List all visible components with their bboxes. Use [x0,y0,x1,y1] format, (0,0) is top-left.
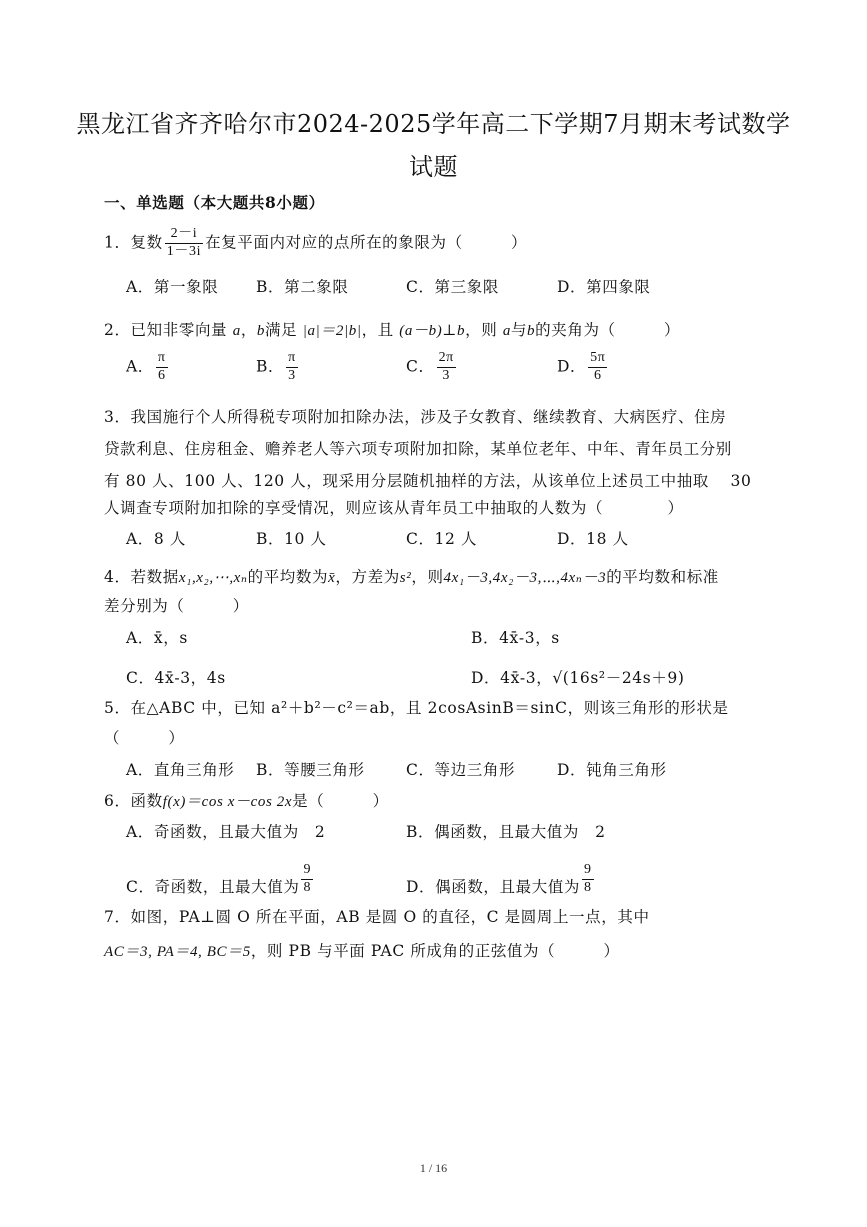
page-number: 1 / 16 [419,1161,448,1175]
q6-option-d: D．偶函数，且最大值为 $\frac{9}{8}$ [406,862,592,896]
question-3-line-1: 3．我国施行个人所得税专项附加扣除办法，涉及子女教育、继续教育、大病医疗、住房 [104,408,727,426]
q4-expression: 4x₁－3,4x₂－3,⋯,4xₙ－3 [443,570,607,586]
q2-condition-1: |a|＝2|b| [302,323,362,339]
q1-option-a: A．第一象限 [126,278,219,296]
q6-option-c: C．奇函数，且最大值为 $\frac{9}{8}$ [126,862,312,896]
question-6: 6．函数f(x)＝cos x－cos 2x是（ ） [104,792,389,810]
question-3-line-3: 有 80 人、100 人、120 人，现采用分层随机抽样的方法，从该单位上述员工中抽取 30 [104,472,752,490]
q3-option-d: D．18 人 [557,530,629,548]
q2-option-a: A． $\frac{\pi}{6}$ [126,350,166,383]
q2-option-d: D． $\frac{5\pi}{6}$ [557,350,606,383]
question-7-line-2: AC＝3, PA＝4, BC＝5，则 PB 与平面 PAC 所成角的正弦值为（ ） [104,942,620,960]
q7-condition: AC＝3, PA＝4, BC＝5 [104,944,251,960]
q5-option-d: D．钝角三角形 [557,761,667,779]
q1-prefix: 1．复数 [104,233,163,252]
vector-b: b [256,323,266,339]
q4-mean: x̄ [328,570,336,586]
question-5-line-1: 5．在△ABC 中，已知 a²＋b²－c²＝ab，且 2cosAsinB＝sinC，则该三角形的形状是 [104,699,729,717]
question-4: 4．若数据x₁,x₂,⋯,xₙ的平均数为x̄，方差为s²，则4x₁－3,4x₂－3,⋯,4xₙ－3的平均数和标准 [104,568,719,586]
q1-suffix: 在复平面内对应的点所在的象限为（ ） [205,233,528,252]
q1-option-d: D．第四象限 [557,278,651,296]
question-7-line-1: 7．如图，PA⊥圆 O 所在平面，AB 是圆 O 的直径，C 是圆周上一点，其中 [104,908,650,926]
q5-option-a: A．直角三角形 [126,761,235,779]
q4-option-d: D．4x̄-3，√(16s²－24s＋9) [471,669,685,687]
q2-condition-2: (a－b)⊥b [399,323,466,339]
q6-function: f(x)＝cos x－cos 2x [162,794,293,810]
q5-option-c: C．等边三角形 [406,761,516,779]
doc-title-line2: 试题 [409,153,458,181]
q1-fraction: $\frac{2-i}{1-3i}$ [166,226,202,259]
q2-option-b: B． $\frac{\pi}{3}$ [256,350,296,383]
q4-option-b: B．4x̄-3，s [471,629,560,647]
question-5-line-2: （ ） [104,729,185,747]
q3-option-c: C．12 人 [406,530,478,548]
q3-option-b: B．10 人 [256,530,327,548]
q5-option-b: B．等腰三角形 [256,761,365,779]
q2-option-c: C． $\frac{2\pi}{3}$ [406,350,454,383]
q4-option-c: C．4x̄-3，4s [126,669,226,687]
q6-option-b: B．偶函数，且最大值为 2 [406,823,606,841]
question-4-line-2: 差分别为（ ） [104,597,249,615]
q4-option-a: A．x̄，s [126,629,188,647]
question-1 [104,226,527,261]
q6-option-a: A．奇函数，且最大值为 2 [126,823,326,841]
q1-option-c: C．第三象限 [406,278,499,296]
vector-a: a [232,323,241,339]
question-3-line-2: 贷款利息、住房租金、赡养老人等六项专项附加扣除，某单位老年、中年、青年员工分别 [104,440,732,458]
section-heading: 一、单选题（本大题共8小题） [104,193,325,212]
q3-option-a: A．8 人 [126,530,186,548]
q4-data: x₁,x₂,⋯,xₙ [178,570,248,586]
q4-variance: s² [399,570,412,586]
q1-option-b: B．第二象限 [256,278,349,296]
doc-title-line1: 黑龙江省齐齐哈尔市2024-2025学年高二下学期7月期末考试数学 [76,110,791,138]
question-3-line-4: 人调查专项附加扣除的享受情况，则应该从青年员工中抽取的人数为（ ） [104,499,684,517]
question-2: 2．已知非零向量 a，b满足 |a|＝2|b|，且 (a－b)⊥b，则 a与b的夹角为（ ） [104,321,681,339]
